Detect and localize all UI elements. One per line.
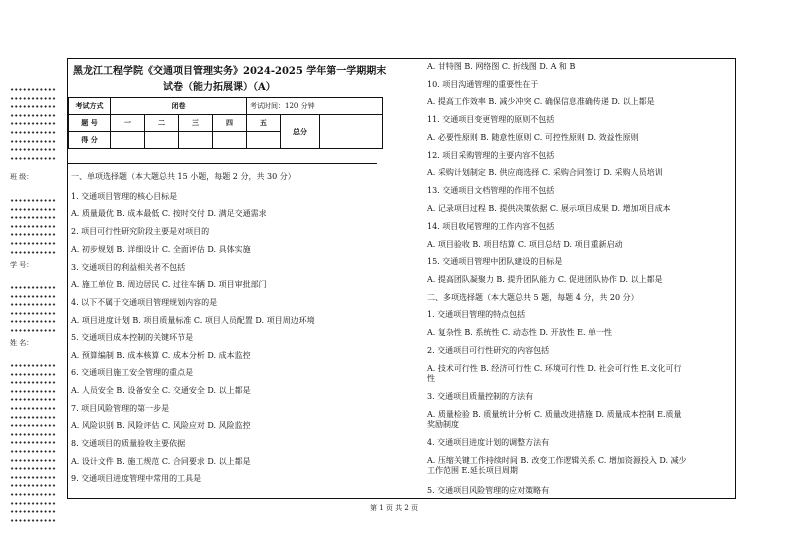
binding-dots <box>10 312 56 315</box>
right-line: A. 必要性原则 B. 随意性原则 C. 可控性原则 D. 效益性原则 <box>427 133 639 142</box>
binding-dots <box>10 148 56 151</box>
binding-dots <box>10 329 56 332</box>
left-line: 7. 项目风险管理的第一步是 <box>71 404 170 413</box>
binding-dots <box>10 390 56 393</box>
left-line: 3. 交通项目的利益相关者不包括 <box>71 263 186 272</box>
right-line: 10. 项目沟通管理的重要性在于 <box>427 80 539 89</box>
binding-dots <box>10 459 56 462</box>
binding-dots <box>10 225 56 228</box>
right-line: A. 记录项目过程 B. 提供决策依据 C. 展示项目成果 D. 增加项目成本 <box>427 204 671 213</box>
binding-dots <box>10 450 56 453</box>
question-no-label: 题 号 <box>69 115 111 132</box>
divider <box>68 163 377 164</box>
right-line: 15. 交通项目管理中团队建设的目标是 <box>427 257 563 266</box>
right-line: 1. 交通项目管理的特点包括 <box>427 310 526 319</box>
left-line: A. 项目进度计划 B. 项目质量标准 C. 项目人员配置 D. 项目周边环境 <box>71 316 315 325</box>
left-line: 6. 交通项目施工安全管理的重点是 <box>71 368 194 377</box>
section-3: 三 <box>179 115 213 132</box>
score-table <box>68 97 383 149</box>
left-line: 一、单项选择题（本大题总共 15 小题，每题 2 分，共 30 分） <box>71 172 296 181</box>
binding-dots <box>10 295 56 298</box>
binding-dots <box>10 157 56 160</box>
left-line: 5. 交通项目成本控制的关键环节是 <box>71 333 194 342</box>
left-line: 1. 交通项目管理的核心目标是 <box>71 192 178 201</box>
binding-dots <box>10 364 56 367</box>
right-line: A. 采购计划制定 B. 供应商选择 C. 采购合同签订 D. 采购人员培训 <box>427 168 663 177</box>
score-cell <box>179 132 213 149</box>
right-line: 11. 交通项目变更管理的原则不包括 <box>427 115 555 124</box>
right-line: A. 技术可行性 B. 经济可行性 C. 环境可行性 D. 社会可行性 E.文化可行 <box>427 364 682 373</box>
right-line: 12. 项目采购管理的主要内容不包括 <box>427 151 555 160</box>
binding-dots <box>10 105 56 108</box>
binding-dots <box>10 320 56 323</box>
left-line: 2. 项目可行性研究阶段主要是对项目的 <box>71 227 210 236</box>
right-line: 二、多项选择题（本大题总共 5 题，每题 4 分，共 20 分） <box>427 293 639 302</box>
exam-time: 考试时间：120 分钟 <box>247 98 383 115</box>
left-line: A. 施工单位 B. 周边居民 C. 过往车辆 D. 项目审批部门 <box>71 280 267 289</box>
binding-dots <box>10 502 56 505</box>
binding-dots <box>10 416 56 419</box>
right-line: A. 提高工作效率 B. 减少冲突 C. 确保信息准确传递 D. 以上都是 <box>427 97 655 106</box>
left-line: A. 风险识别 B. 风险评估 C. 风险应对 D. 风险监控 <box>71 421 251 430</box>
binding-dots <box>10 373 56 376</box>
section-5: 五 <box>247 115 281 132</box>
score-cell <box>247 132 281 149</box>
left-line: A. 质量最优 B. 成本最低 C. 按时交付 D. 满足交通需求 <box>71 209 267 218</box>
left-line: A. 初步规划 B. 详细设计 C. 全面评估 D. 具体实施 <box>71 245 251 254</box>
binding-dots <box>10 208 56 211</box>
binding-dots <box>10 233 56 236</box>
binding-dots <box>10 114 56 117</box>
left-line: 8. 交通项目的质量验收主要依据 <box>71 439 186 448</box>
binding-dots <box>10 381 56 384</box>
binding-dots <box>10 216 56 219</box>
exam-mode: 闭卷 <box>111 98 247 115</box>
score-cell <box>111 132 145 149</box>
right-line: 性 <box>427 374 435 383</box>
section-4: 四 <box>213 115 247 132</box>
right-line: 工作范围 E.延长项目周期 <box>427 466 518 475</box>
binding-dots <box>10 424 56 427</box>
binding-dots <box>10 97 56 100</box>
right-line: 2. 交通项目可行性研究的内容包括 <box>427 346 550 355</box>
left-line: 9. 交通项目进度管理中常用的工具是 <box>71 474 202 483</box>
binding-dots <box>10 407 56 410</box>
binding-dots <box>10 131 56 134</box>
section-2: 二 <box>145 115 179 132</box>
binding-dots <box>10 441 56 444</box>
binding-dots <box>10 493 56 496</box>
binding-dots <box>10 476 56 479</box>
binding-dots <box>10 199 56 202</box>
total-label: 总分 <box>281 115 320 149</box>
binding-dots <box>10 88 56 91</box>
right-line: 奖励制度 <box>427 420 459 429</box>
binding-dots <box>10 510 56 513</box>
class-label: 班 级： <box>10 173 34 181</box>
right-line: 4. 交通项目进度计划的调整方法有 <box>427 438 550 447</box>
binding-dots <box>10 242 56 245</box>
binding-dots <box>10 484 56 487</box>
right-line: A. 压缩关键工作持续时间 B. 改变工作逻辑关系 C. 增加资源投入 D. 减少 <box>427 456 687 465</box>
name-label: 姓 名： <box>10 339 34 347</box>
right-line: 13. 交通项目文档管理的作用不包括 <box>427 186 555 195</box>
right-line: A. 复杂性 B. 系统性 C. 动态性 D. 开放性 E. 单一性 <box>427 328 613 337</box>
right-line: 14. 项目收尾管理的工作内容不包括 <box>427 222 555 231</box>
binding-dots <box>10 433 56 436</box>
binding-dots <box>10 140 56 143</box>
left-line: A. 设计文件 B. 施工规范 C. 合同要求 D. 以上都是 <box>71 457 251 466</box>
binding-dots <box>10 122 56 125</box>
exam-mode-label: 考试方式 <box>69 98 111 115</box>
score-cell <box>145 132 179 149</box>
left-line: 4. 以下不属于交通项目管理规划内容的是 <box>71 298 218 307</box>
binding-dots <box>10 398 56 401</box>
right-line: 5. 交通项目风险管理的应对策略有 <box>427 486 550 495</box>
left-line: A. 人员安全 B. 设备安全 C. 交通安全 D. 以上都是 <box>71 386 251 395</box>
right-line: A. 质量检验 B. 质量统计分析 C. 质量改进措施 D. 质量成本控制 E.质量 <box>427 410 682 419</box>
exam-subtitle: 试卷（能力拓展课）（A） <box>163 82 276 93</box>
score-label: 得 分 <box>69 132 111 149</box>
right-line: A. 甘特图 B. 网络图 C. 折线图 D. A 和 B <box>427 62 576 71</box>
binding-dots <box>10 467 56 470</box>
binding-dots <box>10 286 56 289</box>
page-footer: 第 1 页 共 2 页 <box>370 504 419 512</box>
score-cell <box>213 132 247 149</box>
left-line: A. 预算编制 B. 成本核算 C. 成本分析 D. 成本监控 <box>71 351 251 360</box>
binding-dots <box>10 519 56 522</box>
binding-dots <box>10 303 56 306</box>
binding-dots <box>10 251 56 254</box>
right-line: 3. 交通项目质量控制的方法有 <box>427 392 534 401</box>
exam-title: 黑龙江工程学院《交通项目管理实务》2024-2025 学年第一学期期末 <box>73 66 387 77</box>
right-line: A. 项目验收 B. 项目结算 C. 项目总结 D. 项目重新启动 <box>427 240 623 249</box>
right-line: A. 提高团队凝聚力 B. 提升团队能力 C. 促进团队协作 D. 以上都是 <box>427 275 663 284</box>
section-1: 一 <box>111 115 145 132</box>
total-score-cell <box>320 115 383 149</box>
student-id-label: 学 号： <box>10 261 34 269</box>
